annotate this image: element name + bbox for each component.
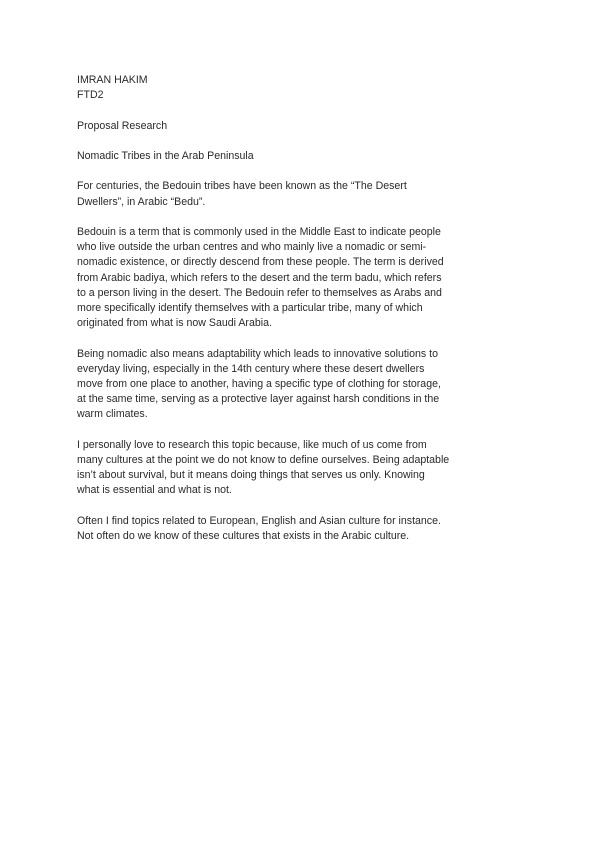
paragraph-line: Not often do we know of these cultures that exists in the Arabic culture.: [77, 529, 410, 542]
spacer: [77, 103, 517, 118]
paragraph-line: to a person living in the desert. The Bedouin refer to themselves as Arabs and: [77, 286, 442, 299]
paragraph-bedouin-definition: [77, 225, 517, 331]
spacer: [77, 423, 517, 438]
spacer: [77, 134, 517, 149]
paragraph-line: more specifically identify themselves with a particular tribe, many of which: [77, 301, 423, 314]
paragraph-line: from Arabic badiya, which refers to the desert and the term badu, which refers: [77, 271, 442, 284]
paragraph-line: who live outside the urban centres and who mainly live a nomadic or semi-: [77, 241, 427, 254]
author-name: IMRAN HAKIM: [77, 74, 148, 86]
paragraph-line: move from one place to another, having a specific type of clothing for storage,: [77, 377, 441, 390]
paragraph-cultural-context: [77, 514, 517, 544]
paragraph-line: warm climates.: [77, 408, 148, 421]
paragraph-line: For centuries, the Bedouin tribes have been known as the “The Desert: [77, 180, 407, 193]
paragraph-line: isn’t about survival, but it means doing things that serves us only. Knowing: [77, 469, 425, 482]
paragraph-line: at the same time, serving as a protective layer against harsh conditions in the: [77, 393, 440, 406]
paragraph-line: Being nomadic also means adaptability which leads to innovative solutions to: [77, 347, 438, 360]
paragraph-intro: [77, 179, 517, 209]
document-heading: Proposal Research: [77, 119, 168, 132]
paragraph-line: originated from what is now Saudi Arabia.: [77, 317, 272, 330]
class-code: FTD2: [77, 89, 104, 102]
paragraph-line: Often I find topics related to European, English and Asian culture for instance.: [77, 514, 441, 527]
paragraph-line: I personally love to research this topic because, like much of us come from: [77, 438, 427, 451]
spacer: [77, 331, 517, 346]
paragraph-line: many cultures at the point we do not know to define ourselves. Being adaptable: [77, 453, 450, 466]
spacer: [77, 499, 517, 514]
paragraph-line: Bedouin is a term that is commonly used in the Middle East to indicate people: [77, 225, 441, 238]
spacer: [77, 164, 517, 179]
spacer: [77, 210, 517, 225]
paragraph-adaptability: [77, 347, 517, 423]
paragraph-line: nomadic existence, or directly descend from these people. The term is derived: [77, 256, 444, 269]
paragraph-line: what is essential and what is not.: [77, 484, 232, 497]
document-title: Nomadic Tribes in the Arab Peninsula: [77, 149, 254, 162]
paragraph-personal-motivation: [77, 438, 517, 499]
paragraph-line: Dwellers”, in Arabic “Bedu”.: [77, 195, 206, 208]
document-body: [77, 73, 517, 544]
paragraph-line: everyday living, especially in the 14th century where these desert dwellers: [77, 362, 425, 375]
